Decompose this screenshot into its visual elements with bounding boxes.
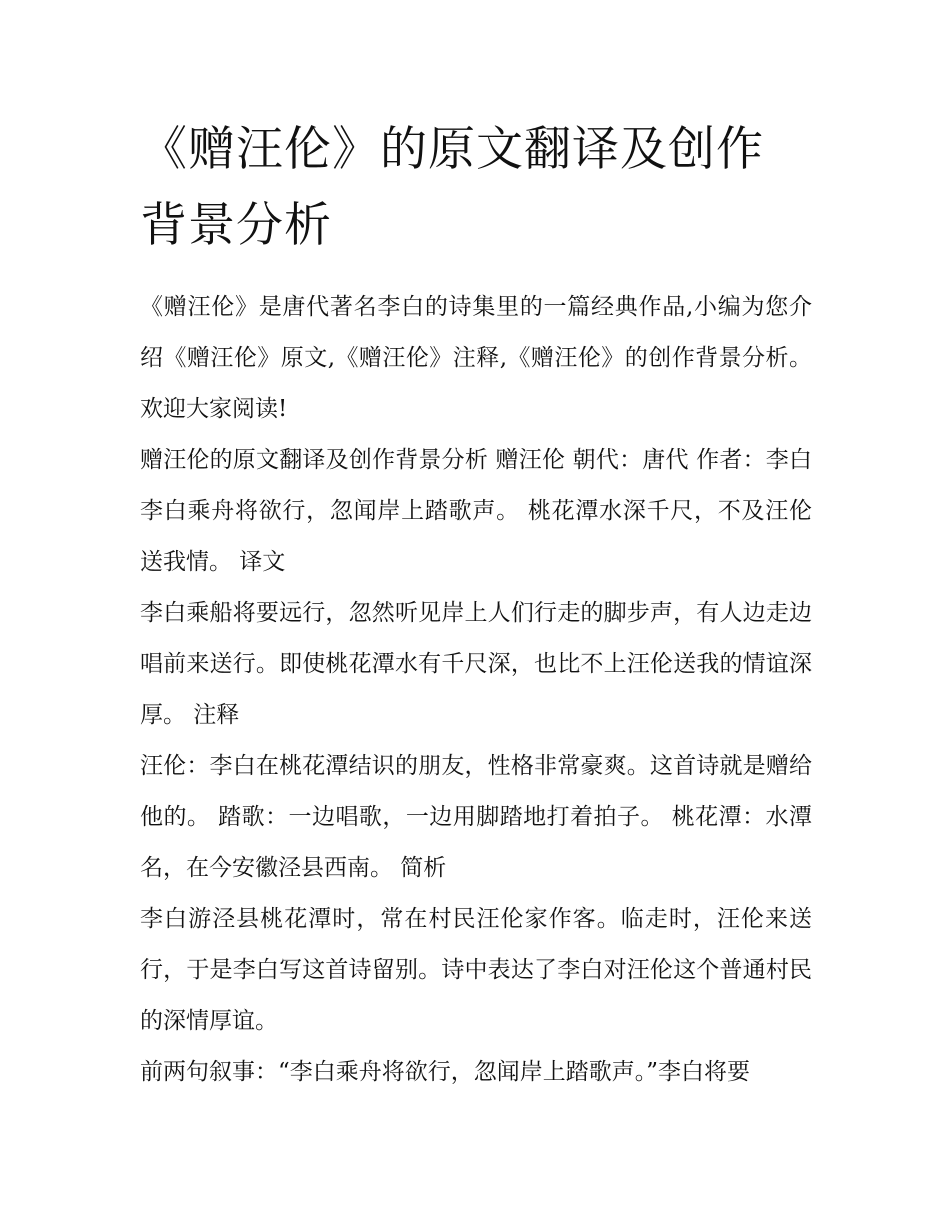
document-title: 《赠汪伦》的原文翻译及创作背景分析 <box>140 122 764 253</box>
paragraph-commentary: 前两句叙事：“李白乘舟将欲行，忽闻岸上踏歌声。”李白将要 <box>140 1059 751 1085</box>
paragraph-poem: 赠汪伦的原文翻译及创作背景分析 赠汪伦 朝代：唐代 作者：李白 李白乘舟将欲行，忽闻岸上踏歌声。 桃花潭水深千尺，不及汪伦送我情。 译文 <box>140 447 812 575</box>
document-page <box>140 112 820 1098</box>
paragraph-intro: 《赠汪伦》是唐代著名李白的诗集里的一篇经典作品,小编为您介绍《赠汪伦》原文,《赠汪伦》注释,《赠汪伦》的创作背景分析。欢迎大家阅读! <box>140 294 812 422</box>
document-body <box>140 282 820 1098</box>
paragraph-notes: 汪伦：李白在桃花潭结识的朋友，性格非常豪爽。这首诗就是赠给他的。 踏歌：一边唱歌，一边用脚踏地打着拍子。 桃花潭：水潭名，在今安徽泾县西南。 简析 <box>140 753 812 881</box>
paragraph-translation: 李白乘船将要远行，忽然听见岸上人们行走的脚步声，有人边走边唱前来送行。即使桃花潭水有千尺深，也比不上汪伦送我的情谊深厚。 注释 <box>140 600 812 728</box>
paragraph-analysis: 李白游泾县桃花潭时，常在村民汪伦家作客。临走时，汪伦来送行，于是李白写这首诗留别。诗中表达了李白对汪伦这个普通村民的深情厚谊。 <box>140 906 812 1034</box>
